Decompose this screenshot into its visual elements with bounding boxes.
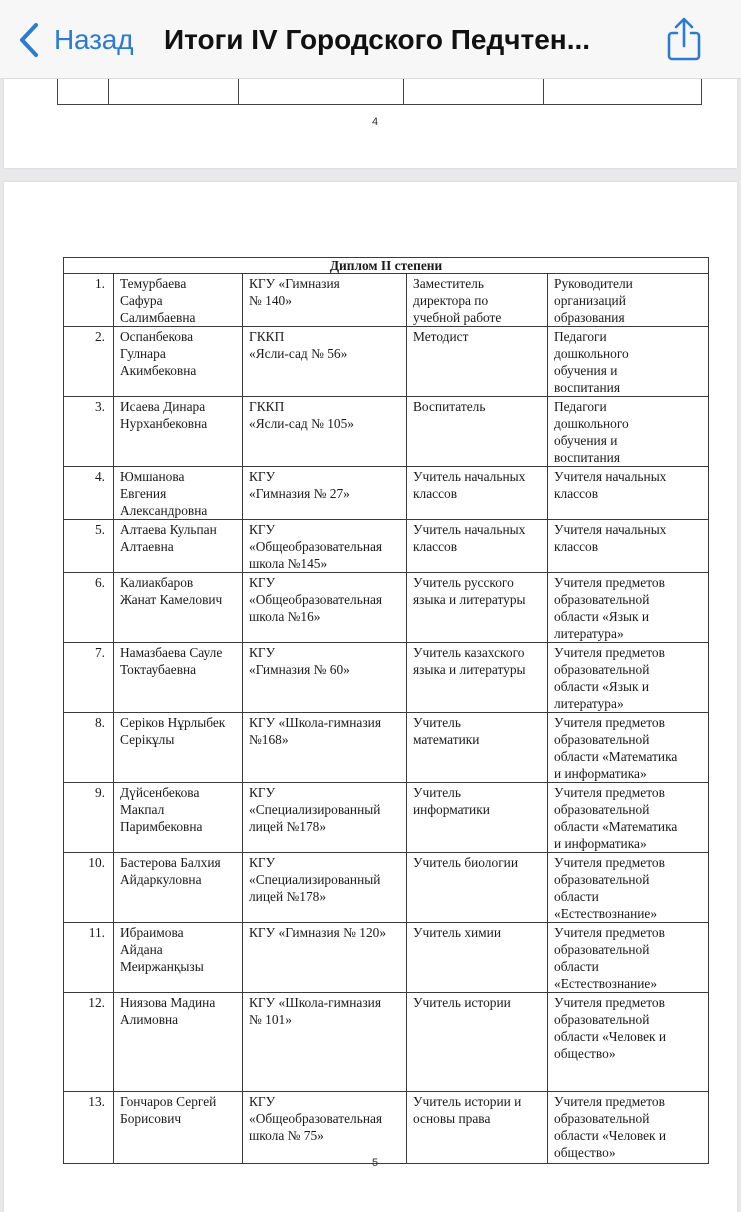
participant-name-cell (114, 993, 243, 1092)
position-cell (407, 993, 548, 1092)
back-label: Назад (54, 24, 134, 55)
participant-name-cell (114, 397, 243, 467)
row-number: 1. (94, 276, 105, 291)
category: Учителя предметов образовательной области «Математика и информатика» (554, 785, 678, 851)
organization: КГУ «Гимназия № 120» (249, 925, 387, 940)
participant-name: Гончаров Сергей Борисович (120, 1094, 217, 1126)
position-cell (407, 783, 548, 853)
organization-cell (243, 783, 407, 853)
table-row (64, 1092, 709, 1164)
organization: КГУ «Общеобразовательная школа №16» (249, 575, 383, 624)
organization-cell (243, 520, 407, 573)
organization: КГУ «Гимназия № 60» (249, 645, 350, 677)
table-column-divider (238, 78, 239, 104)
row-number: 7. (94, 645, 105, 660)
category: Учителя предметов образовательной области «Математика и информатика» (554, 715, 678, 781)
row-number: 13. (88, 1094, 105, 1109)
section-header-row (64, 258, 709, 274)
document-page-5 (4, 182, 737, 1212)
organization-cell (243, 467, 407, 520)
row-number: 3. (94, 399, 105, 414)
category-cell (548, 274, 709, 327)
row-number: 4. (94, 469, 105, 484)
row-number-cell (64, 467, 114, 520)
organization: ГККП «Ясли-сад № 105» (249, 399, 354, 431)
page-number: 4 (372, 116, 379, 128)
position-cell (407, 573, 548, 643)
table-column-divider (403, 78, 404, 104)
organization: КГУ «Общеобразовательная школа № 75» (249, 1094, 383, 1143)
organization-cell (243, 1092, 407, 1164)
participant-name: Оспанбекова Гулнара Акимбековна (120, 329, 197, 378)
position-cell (407, 397, 548, 467)
participant-name: Ниязова Мадина Алимовна (120, 995, 216, 1027)
row-number: 11. (88, 925, 105, 940)
participant-name-cell (114, 327, 243, 397)
position: Учитель русского языка и литературы (413, 575, 526, 607)
row-number-cell (64, 923, 114, 993)
table-row (64, 713, 709, 783)
position: Учитель начальных классов (413, 522, 526, 554)
participant-name: Ибраимова Айдана Меиржанқызы (120, 925, 204, 974)
participant-name-cell (114, 1092, 243, 1164)
organization: КГУ «Школа-гимназия № 101» (249, 995, 381, 1027)
row-number-cell (64, 520, 114, 573)
document-title: Итоги IV Городского Педчтен... (164, 24, 591, 55)
participant-name-cell (114, 853, 243, 923)
participant-name-cell (114, 573, 243, 643)
row-number: 2. (94, 329, 105, 344)
participant-name: Юмшанова Евгения Александровна (120, 469, 208, 518)
table-row (64, 327, 709, 397)
row-number-cell (64, 853, 114, 923)
category-cell (548, 1092, 709, 1164)
category-cell (548, 397, 709, 467)
participant-name: Темурбаева Сафура Салимбаевна (120, 276, 196, 325)
row-number-cell (64, 643, 114, 713)
category: Педагоги дошкольного обучения и воспитания (554, 399, 629, 465)
position-cell (407, 274, 548, 327)
table-row (64, 274, 709, 327)
category: Учителя предметов образовательной области «Язык и литература» (554, 645, 665, 711)
category-cell (548, 573, 709, 643)
table-row (64, 853, 709, 923)
participant-name: Алтаева Кульпан Алтаевна (120, 522, 217, 554)
position-cell (407, 467, 548, 520)
participant-name-cell (114, 783, 243, 853)
previous-table-fragment (57, 78, 702, 105)
organization-cell (243, 573, 407, 643)
row-number: 6. (94, 575, 105, 590)
participant-name: Серіков Нұрлыбек Серікұлы (120, 715, 226, 747)
participant-name: Бастерова Балхия Айдаркуловна (120, 855, 221, 887)
table-row (64, 467, 709, 520)
participant-name-cell (114, 643, 243, 713)
organization-cell (243, 923, 407, 993)
category: Учителя начальных классов (554, 522, 667, 554)
position: Учитель информатики (413, 785, 490, 817)
organization-cell (243, 993, 407, 1092)
row-number: 12. (88, 995, 105, 1010)
position: Методист (413, 329, 469, 344)
category-cell (548, 783, 709, 853)
organization-cell (243, 643, 407, 713)
category: Педагоги дошкольного обучения и воспитания (554, 329, 629, 395)
category-cell (548, 467, 709, 520)
category: Учителя начальных классов (554, 469, 667, 501)
category-cell (548, 520, 709, 573)
awards-table (63, 257, 709, 1164)
organization: КГУ «Гимназия № 27» (249, 469, 350, 501)
row-number-cell (64, 783, 114, 853)
organization-cell (243, 713, 407, 783)
category: Учителя предметов образовательной области «Язык и литература» (554, 575, 665, 641)
table-column-divider (543, 78, 544, 104)
row-number: 5. (94, 522, 105, 537)
organization-cell (243, 327, 407, 397)
table-row (64, 643, 709, 713)
row-number-cell (64, 993, 114, 1092)
position: Заместитель директора по учебной работе (413, 276, 502, 325)
participant-name-cell (114, 923, 243, 993)
organization: КГУ «Общеобразовательная школа №145» (249, 522, 383, 571)
organization-cell (243, 853, 407, 923)
table-column-divider (108, 78, 109, 104)
position: Учитель биологии (413, 855, 519, 870)
row-number-cell (64, 573, 114, 643)
position: Учитель казахского языка и литературы (413, 645, 526, 677)
position: Учитель истории (413, 995, 511, 1010)
organization: КГУ «Школа-гимназия №168» (249, 715, 381, 747)
table-row (64, 783, 709, 853)
position-cell (407, 853, 548, 923)
position-cell (407, 520, 548, 573)
position-cell (407, 923, 548, 993)
table-row (64, 397, 709, 467)
organization-cell (243, 397, 407, 467)
page-number: 5 (372, 1157, 379, 1169)
table-row (64, 993, 709, 1092)
position: Учитель начальных классов (413, 469, 526, 501)
category: Учителя предметов образовательной области «Естествознание» (554, 925, 665, 991)
chevron-left-icon (18, 22, 40, 58)
participant-name: Намазбаева Сауле Токтаубаевна (120, 645, 223, 677)
position-cell (407, 1092, 548, 1164)
table-row (64, 520, 709, 573)
share-icon[interactable] (664, 16, 704, 62)
category: Руководители организаций образования (554, 276, 633, 325)
back-button[interactable] (18, 18, 133, 62)
category: Учителя предметов образовательной области «Естествознание» (554, 855, 665, 921)
table-row (64, 573, 709, 643)
row-number-cell (64, 327, 114, 397)
table-row (64, 923, 709, 993)
organization: КГУ «Специализированный лицей №178» (249, 855, 381, 904)
participant-name-cell (114, 274, 243, 327)
category-cell (548, 923, 709, 993)
participant-name: Исаева Динара Нурханбековна (120, 399, 208, 431)
category-cell (548, 327, 709, 397)
navigation-bar (0, 0, 741, 79)
row-number-cell (64, 274, 114, 327)
category-cell (548, 643, 709, 713)
participant-name-cell (114, 467, 243, 520)
participant-name-cell (114, 713, 243, 783)
category-cell (548, 993, 709, 1092)
position-cell (407, 713, 548, 783)
organization: ГККП «Ясли-сад № 56» (249, 329, 348, 361)
organization: КГУ «Гимназия № 140» (249, 276, 340, 308)
category: Учителя предметов образовательной области «Человек и общество» (554, 1094, 667, 1160)
category: Учителя предметов образовательной области «Человек и общество» (554, 995, 667, 1061)
position: Воспитатель (413, 399, 486, 414)
section-title: Диплом II степени (64, 258, 709, 274)
organization-cell (243, 274, 407, 327)
category-cell (548, 713, 709, 783)
row-number-cell (64, 397, 114, 467)
row-number: 10. (88, 855, 105, 870)
organization: КГУ «Специализированный лицей №178» (249, 785, 381, 834)
position: Учитель математики (413, 715, 480, 747)
row-number-cell (64, 713, 114, 783)
row-number: 9. (94, 785, 105, 800)
participant-name-cell (114, 520, 243, 573)
participant-name: Дүйсенбекова Макпал Паримбековна (120, 785, 203, 834)
position: Учитель химии (413, 925, 501, 940)
category-cell (548, 853, 709, 923)
row-number-cell (64, 1092, 114, 1164)
row-number: 8. (94, 715, 105, 730)
position: Учитель истории и основы права (413, 1094, 522, 1126)
participant-name: Калиакбаров Жанат Камелович (120, 575, 223, 607)
position-cell (407, 643, 548, 713)
position-cell (407, 327, 548, 397)
